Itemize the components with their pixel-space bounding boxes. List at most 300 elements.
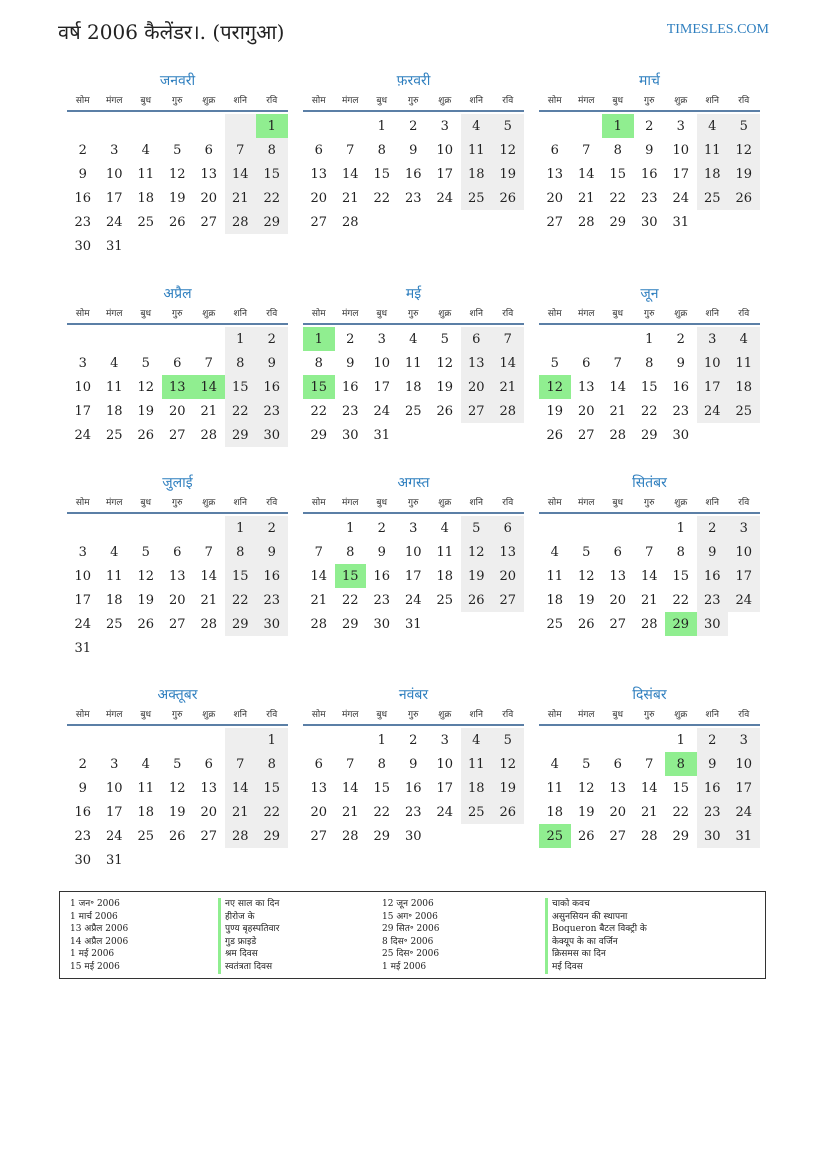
day-cell: 23 [697, 800, 729, 824]
empty-day [602, 728, 634, 752]
empty-day [99, 516, 131, 540]
day-cell: 23 [341, 403, 359, 419]
weekday-label: सोम [75, 710, 90, 720]
day-cell: 25 [461, 186, 493, 210]
legend-date: 1 मार्च 2006 [70, 911, 118, 922]
day-cell: 20 [200, 804, 218, 820]
day-cell: 10 [728, 752, 760, 776]
day-cell: 22 [373, 804, 391, 820]
day-cell: 27 [609, 828, 627, 844]
day-cell: 21 [609, 403, 627, 419]
month-name: जनवरी [159, 73, 196, 89]
day-cell: 3 [78, 355, 87, 371]
day-cell: 23 [256, 588, 288, 612]
holiday-day: 12 [539, 375, 571, 399]
weekday-label: शनि [469, 309, 483, 319]
day-cell: 12 [168, 166, 186, 182]
day-cell: 20 [168, 592, 186, 608]
empty-day [225, 114, 257, 138]
empty-day [539, 114, 571, 138]
day-cell: 23 [640, 190, 658, 206]
day-cell: 22 [373, 190, 391, 206]
day-cell: 20 [310, 190, 328, 206]
day-cell: 29 [672, 828, 690, 844]
day-cell: 2 [78, 142, 87, 158]
weekday-header [67, 706, 288, 726]
weekday-label: बुध [376, 96, 388, 106]
weekday-header [303, 494, 524, 514]
day-cell: 13 [310, 780, 328, 796]
day-cell: 21 [577, 190, 595, 206]
weekday-label: शुक्र [438, 498, 452, 508]
day-cell: 24 [728, 588, 760, 612]
weekday-label: रवि [738, 96, 750, 106]
day-cell: 4 [728, 327, 760, 351]
weekday-label: बुध [140, 498, 152, 508]
day-cell: 10 [105, 780, 123, 796]
empty-day [193, 728, 225, 752]
day-cell: 6 [582, 355, 591, 371]
month-name: अगस्त [397, 475, 430, 491]
day-cell: 22 [225, 588, 257, 612]
day-cell: 30 [697, 612, 729, 636]
day-cell: 12 [137, 568, 155, 584]
day-cell: 14 [225, 162, 257, 186]
day-cell: 29 [225, 423, 257, 447]
days-grid [303, 114, 524, 234]
month-name: मई [405, 286, 422, 302]
day-cell: 9 [645, 142, 654, 158]
day-cell: 18 [436, 568, 454, 584]
weekday-label: बुध [376, 498, 388, 508]
day-cell: 3 [409, 520, 418, 536]
month-name: मार्च [639, 73, 660, 89]
day-cell: 18 [137, 804, 155, 820]
empty-day [571, 327, 603, 351]
days-grid [539, 516, 760, 636]
day-cell: 27 [492, 588, 524, 612]
day-cell: 10 [105, 166, 123, 182]
day-cell: 16 [74, 190, 92, 206]
day-cell: 12 [577, 568, 595, 584]
day-cell: 29 [609, 214, 627, 230]
day-cell: 25 [404, 403, 422, 419]
weekday-header [539, 305, 760, 325]
month-block [539, 283, 760, 447]
day-cell: 10 [697, 351, 729, 375]
days-grid [539, 728, 760, 848]
weekday-label: शनि [233, 309, 247, 319]
day-cell: 30 [256, 423, 288, 447]
day-cell: 7 [582, 142, 591, 158]
day-cell: 12 [461, 540, 493, 564]
weekday-label: शनि [233, 96, 247, 106]
day-cell: 26 [436, 403, 454, 419]
day-cell: 13 [200, 166, 218, 182]
day-cell: 28 [609, 427, 627, 443]
day-cell: 22 [310, 403, 328, 419]
day-cell: 14 [609, 379, 627, 395]
legend-holiday: श्रम दिवस [218, 948, 279, 961]
legend-holiday: स्वतंत्रता दिवस [218, 961, 279, 974]
days-grid [67, 114, 288, 258]
empty-day [99, 114, 131, 138]
legend-date: 1 जन॰ 2006 [70, 899, 120, 909]
day-cell: 25 [697, 186, 729, 210]
day-cell: 8 [256, 138, 288, 162]
day-cell: 1 [377, 732, 386, 748]
day-cell: 15 [672, 780, 690, 796]
day-cell: 1 [645, 331, 654, 347]
weekday-label: बुध [612, 498, 624, 508]
legend-holiday: गुड फ्राइडे [218, 936, 279, 949]
day-cell: 5 [440, 331, 449, 347]
empty-day [193, 114, 225, 138]
empty-day [162, 327, 194, 351]
day-cell: 5 [492, 114, 524, 138]
site-link[interactable]: TIMESLES.COM [666, 22, 769, 37]
day-cell: 31 [728, 824, 760, 848]
legend-date: 15 अग॰ 2006 [382, 911, 438, 922]
day-cell: 9 [346, 355, 355, 371]
day-cell: 15 [373, 780, 391, 796]
legend-date: 29 सित॰ 2006 [382, 924, 440, 935]
weekday-label: सोम [547, 498, 562, 508]
day-cell: 15 [256, 776, 288, 800]
day-cell: 4 [550, 756, 559, 772]
empty-day [130, 516, 162, 540]
day-cell: 11 [404, 355, 422, 371]
weekday-label: रवि [502, 498, 514, 508]
day-cell: 9 [697, 540, 729, 564]
day-cell: 15 [256, 162, 288, 186]
weekday-label: गुरु [172, 96, 183, 106]
days-grid [303, 516, 524, 636]
day-cell: 24 [105, 214, 123, 230]
day-cell: 19 [137, 403, 155, 419]
day-cell: 20 [168, 403, 186, 419]
day-cell: 9 [676, 355, 685, 371]
day-cell: 4 [697, 114, 729, 138]
weekday-label: गुरु [644, 309, 655, 319]
day-cell: 7 [645, 756, 654, 772]
weekday-label: सोम [311, 309, 326, 319]
legend-date: 25 दिस॰ 2006 [382, 949, 440, 960]
day-cell: 17 [74, 592, 92, 608]
month-name: अक्तूबर [157, 687, 198, 703]
page-title: वर्ष 2006 कैलेंडर।. (परागुआ) [58, 20, 285, 44]
days-grid [539, 327, 760, 447]
weekday-label: सोम [75, 498, 90, 508]
day-cell: 4 [461, 728, 493, 752]
day-cell: 3 [440, 118, 449, 134]
day-cell: 5 [550, 355, 559, 371]
day-cell: 22 [341, 592, 359, 608]
holiday-day: 1 [303, 327, 335, 351]
day-cell: 2 [377, 520, 386, 536]
day-cell: 21 [225, 186, 257, 210]
day-cell: 24 [74, 616, 92, 632]
day-cell: 14 [341, 166, 359, 182]
month-block [303, 70, 524, 234]
weekday-label: रवि [738, 498, 750, 508]
day-cell: 27 [546, 214, 564, 230]
day-cell: 18 [137, 190, 155, 206]
weekday-label: रवि [502, 96, 514, 106]
legend-holiday: क्रिसमस का दिन [545, 948, 647, 961]
day-cell: 2 [409, 118, 418, 134]
empty-day [67, 327, 99, 351]
day-cell: 12 [577, 780, 595, 796]
day-cell: 4 [141, 142, 150, 158]
month-block [539, 70, 760, 234]
weekday-label: मंगल [105, 498, 123, 508]
day-cell: 13 [546, 166, 564, 182]
day-cell: 8 [225, 351, 257, 375]
day-cell: 25 [105, 427, 123, 443]
day-cell: 14 [577, 166, 595, 182]
day-cell: 31 [672, 214, 690, 230]
weekday-label: सोम [311, 710, 326, 720]
day-cell: 1 [676, 732, 685, 748]
day-cell: 4 [440, 520, 449, 536]
day-cell: 1 [256, 728, 288, 752]
day-cell: 15 [225, 564, 257, 588]
weekday-label: रवि [266, 498, 278, 508]
day-cell: 26 [577, 616, 595, 632]
day-cell: 10 [404, 544, 422, 560]
day-cell: 28 [200, 427, 218, 443]
day-cell: 19 [168, 804, 186, 820]
day-cell: 23 [672, 403, 690, 419]
day-cell: 28 [492, 399, 524, 423]
day-cell: 24 [728, 800, 760, 824]
day-cell: 11 [546, 568, 564, 584]
day-cell: 1 [225, 516, 257, 540]
legend-col2-dates [382, 898, 439, 974]
legend-date: 1 मई 2006 [70, 949, 115, 960]
weekday-label: बुध [612, 710, 624, 720]
day-cell: 29 [373, 828, 391, 844]
weekday-label: शनि [233, 498, 247, 508]
day-cell: 17 [74, 403, 92, 419]
weekday-header [539, 494, 760, 514]
day-cell: 16 [697, 776, 729, 800]
empty-day [193, 327, 225, 351]
day-cell: 26 [546, 427, 564, 443]
weekday-label: शुक्र [674, 710, 688, 720]
empty-day [99, 327, 131, 351]
days-grid [303, 728, 524, 848]
day-cell: 20 [609, 804, 627, 820]
empty-day [193, 516, 225, 540]
day-cell: 27 [577, 427, 595, 443]
day-cell: 11 [105, 568, 123, 584]
weekday-label: शनि [705, 96, 719, 106]
weekday-label: रवि [502, 710, 514, 720]
weekday-label: शुक्र [202, 309, 216, 319]
day-cell: 8 [377, 756, 386, 772]
day-cell: 2 [645, 118, 654, 134]
day-cell: 28 [225, 824, 257, 848]
legend-holiday: असुनसियन की स्थापना [545, 911, 647, 924]
day-cell: 7 [314, 544, 323, 560]
day-cell: 12 [492, 752, 524, 776]
day-cell: 17 [373, 379, 391, 395]
month-name: जून [640, 286, 659, 302]
day-cell: 9 [697, 752, 729, 776]
day-cell: 2 [256, 327, 288, 351]
day-cell: 28 [341, 828, 359, 844]
day-cell: 8 [256, 752, 288, 776]
day-cell: 16 [256, 564, 288, 588]
legend-date: 12 जून 2006 [382, 899, 434, 909]
empty-day [571, 728, 603, 752]
holiday-day: 15 [303, 375, 335, 399]
day-cell: 13 [168, 568, 186, 584]
day-cell: 4 [409, 331, 418, 347]
day-cell: 10 [74, 568, 92, 584]
days-grid [67, 327, 288, 447]
day-cell: 12 [137, 379, 155, 395]
day-cell: 19 [461, 564, 493, 588]
day-cell: 30 [697, 824, 729, 848]
weekday-label: बुध [376, 710, 388, 720]
empty-day [602, 516, 634, 540]
weekday-label: बुध [140, 710, 152, 720]
weekday-header [303, 305, 524, 325]
day-cell: 3 [440, 732, 449, 748]
weekday-label: मंगल [341, 710, 359, 720]
day-cell: 7 [492, 327, 524, 351]
weekday-label: मंगल [341, 498, 359, 508]
day-cell: 6 [613, 756, 622, 772]
weekday-label: गुरु [408, 498, 419, 508]
day-cell: 12 [436, 355, 454, 371]
day-cell: 26 [137, 427, 155, 443]
legend-date: 8 दिस॰ 2006 [382, 936, 434, 947]
day-cell: 31 [105, 238, 123, 254]
day-cell: 27 [310, 828, 328, 844]
day-cell: 3 [78, 544, 87, 560]
weekday-label: शनि [705, 309, 719, 319]
day-cell: 24 [672, 190, 690, 206]
empty-day [634, 516, 666, 540]
day-cell: 10 [373, 355, 391, 371]
day-cell: 18 [105, 403, 123, 419]
days-grid [303, 327, 524, 447]
weekday-header [303, 706, 524, 726]
day-cell: 30 [404, 828, 422, 844]
month-block [67, 283, 288, 447]
day-cell: 5 [582, 544, 591, 560]
day-cell: 2 [78, 756, 87, 772]
day-cell: 14 [492, 351, 524, 375]
day-cell: 8 [314, 355, 323, 371]
month-name: फ़रवरी [396, 73, 431, 89]
day-cell: 20 [200, 190, 218, 206]
day-cell: 24 [436, 190, 454, 206]
day-cell: 25 [461, 800, 493, 824]
day-cell: 5 [461, 516, 493, 540]
day-cell: 26 [577, 828, 595, 844]
weekday-header [67, 305, 288, 325]
day-cell: 11 [461, 752, 493, 776]
day-cell: 20 [609, 592, 627, 608]
empty-day [303, 728, 335, 752]
month-block [303, 472, 524, 636]
day-cell: 4 [110, 355, 119, 371]
day-cell: 27 [168, 427, 186, 443]
day-cell: 10 [672, 142, 690, 158]
day-cell: 7 [204, 355, 213, 371]
day-cell: 13 [609, 568, 627, 584]
weekday-label: शुक्र [202, 96, 216, 106]
day-cell: 23 [256, 399, 288, 423]
month-block [539, 684, 760, 848]
weekday-label: मंगल [105, 710, 123, 720]
day-cell: 18 [728, 375, 760, 399]
day-cell: 22 [609, 190, 627, 206]
day-cell: 7 [225, 138, 257, 162]
day-cell: 17 [105, 190, 123, 206]
empty-day [335, 728, 367, 752]
day-cell: 18 [546, 804, 564, 820]
day-cell: 6 [314, 142, 323, 158]
day-cell: 3 [697, 327, 729, 351]
weekday-label: शनि [705, 498, 719, 508]
day-cell: 13 [609, 780, 627, 796]
day-cell: 10 [74, 379, 92, 395]
weekday-label: सोम [547, 309, 562, 319]
day-cell: 5 [141, 544, 150, 560]
day-cell: 4 [110, 544, 119, 560]
weekday-label: मंगल [577, 309, 595, 319]
day-cell: 28 [577, 214, 595, 230]
day-cell: 3 [676, 118, 685, 134]
day-cell: 18 [105, 592, 123, 608]
day-cell: 21 [341, 190, 359, 206]
legend-date: 13 अप्रैल 2006 [70, 924, 129, 935]
holiday-day: 1 [256, 114, 288, 138]
empty-day [571, 114, 603, 138]
day-cell: 1 [377, 118, 386, 134]
empty-day [130, 114, 162, 138]
month-name: दिसंबर [632, 687, 667, 703]
weekday-label: गुरु [408, 309, 419, 319]
legend-date: 1 मई 2006 [382, 961, 427, 972]
day-cell: 22 [640, 403, 658, 419]
day-cell: 26 [492, 800, 524, 824]
holiday-day: 8 [665, 752, 697, 776]
day-cell: 23 [74, 828, 92, 844]
empty-day [67, 114, 99, 138]
legend-holiday: केक्यूप के का वर्जिन [545, 936, 647, 949]
month-block [67, 472, 288, 660]
day-cell: 6 [613, 544, 622, 560]
day-cell: 1 [225, 327, 257, 351]
day-cell: 29 [225, 612, 257, 636]
month-name: जुलाई [162, 475, 193, 491]
month-name: सितंबर [632, 475, 667, 491]
day-cell: 6 [314, 756, 323, 772]
day-cell: 20 [546, 190, 564, 206]
day-cell: 29 [256, 210, 288, 234]
empty-day [602, 327, 634, 351]
day-cell: 24 [105, 828, 123, 844]
day-cell: 31 [74, 640, 92, 656]
day-cell: 5 [173, 142, 182, 158]
